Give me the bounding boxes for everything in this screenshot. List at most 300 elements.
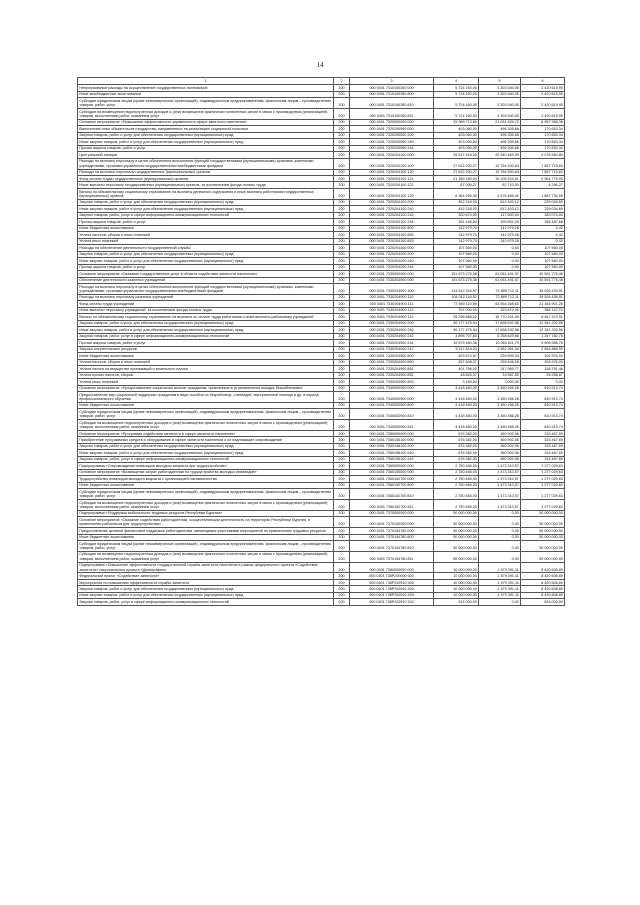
row-description: Субсидии юридическим лицам (кроме некоммерческих организаций), индивидуальным предпринимателям, физическим лицам – производителям товаров, работ, услуг [78,98,334,109]
row-approved-amount: 5 724 160,00 [434,85,479,91]
row-line-code: 200 [334,402,350,408]
row-unexecuted-amount: 8 420 608,89 [521,579,565,585]
row-unexecuted-amount: 315 467,69 [521,450,565,456]
row-line-code: 200 [334,340,350,346]
row-executed-amount: 239 699,34 [479,353,521,359]
row-unexecuted-amount: 12 341 202,56 [521,327,565,333]
header-cell-3: 3 [350,78,434,85]
row-description: Закупка товаров, работ и услуг для обеспечения государственных (муниципальных) нужд [78,251,334,257]
row-line-code: 200 [334,182,350,188]
row-description: Уплата прочих налогов, сборов [78,372,334,378]
row-unexecuted-amount: 107 560,00 [521,245,565,251]
row-unexecuted-amount: 0,42 [521,225,565,231]
row-unexecuted-amount: 1 277 029,63 [521,469,565,475]
row-description: Приобретение программных средств и оборудования в сфере занятости населения и их надлежащее сопровождение [78,437,334,443]
row-budget-code: 000 0401 7330204900 200 [350,320,434,326]
row-unexecuted-amount: 158 751,46 [521,366,565,372]
row-line-code: 200 [334,517,350,528]
row-budget-code: 000 0401 7310100280 000 [350,85,434,91]
row-executed-amount: 2 552 951,34 [479,346,521,352]
row-line-code: 200 [334,372,350,378]
row-line-code: 200 [334,534,350,540]
row-executed-amount: 1 473 310,57 [479,482,521,488]
row-description: Закупка товаров, работ, услуг в сфере информационно-коммуникационных технологий [78,333,334,339]
row-line-code: 200 [334,119,350,125]
row-executed-amount: 3 303 540,05 [479,85,521,91]
row-budget-code: 000 0401 7360152700 811 [350,500,434,511]
row-budget-code: 000 0401 7320200590 244 [350,145,434,151]
table-row [78,420,565,431]
row-description: Основное мероприятие «Оказание содействия работодателям, осуществляющим деятельность на территории Республики Бурятия, в привлечении работников для трудоустройства» [78,517,334,528]
table-row [78,392,565,403]
row-approved-amount: 142 979,70 [434,225,479,231]
row-budget-code: 000 0401 7370100000 000 [350,517,434,528]
table-header-row [78,78,565,85]
row-unexecuted-amount: 170 653,34 [521,132,565,138]
row-description: Взносы по обязательному социальному страхованию на выплаты по оплате труда работников и иные выплаты работникам учреждений [78,314,334,320]
row-description: Федеральный проект «Содействие занятости» [78,573,334,579]
row-executed-amount: 16 770 431,05 [479,314,521,320]
row-description: Иные закупки товаров, работ и услуг для обеспечения государственных (муниципальных) нужд [78,258,334,264]
row-approved-amount: 142 979,70 [434,232,479,238]
row-executed-amount: 63 554 268,63 [479,301,521,307]
row-description: Иные бюджетные ассигнования [78,402,334,408]
row-line-code: 200 [334,353,350,359]
row-executed-amount: 3 450 456,26 [479,402,521,408]
row-unexecuted-amount: 50 000 000,00 [521,551,565,562]
row-line-code: 200 [334,541,350,552]
row-executed-amount: 496 305,66 [479,145,521,151]
row-approved-amount: 452 218,03 [434,199,479,205]
row-budget-code: 000 0401 7330204900 242 [350,333,434,339]
row-approved-amount: 151 673 275,38 [434,271,479,277]
table-row [78,98,565,109]
row-executed-amount: 0,00 [479,528,521,534]
row-budget-code: 000 0401 7380000000 000 [350,562,434,573]
row-executed-amount: 0,00 [479,517,521,528]
row-budget-code: 000 0401 7370154780 811 [350,551,434,562]
row-executed-amount: 0,00 [479,599,521,605]
row-budget-code: 000 0401 7330204900 853 [350,379,434,385]
row-budget-code: 000 0401 7330204900 850 [350,359,434,365]
row-line-code: 200 [334,437,350,443]
row-approved-amount: 29 517 418,00 [434,152,479,158]
row-executed-amount: 247 969,77 [479,366,521,372]
row-line-code: 200 [334,443,350,449]
row-approved-amount: 403 060,00 [434,145,479,151]
row-line-code: 200 [334,225,350,231]
row-unexecuted-amount: 50 000 000,00 [521,534,565,540]
table-row [78,109,565,120]
header-cell-1: 1 [78,78,334,85]
row-executed-amount: 0,00 [479,541,521,552]
row-executed-amount: 72 889 712,11 [479,294,521,300]
row-approved-amount: 351 445,00 [434,219,479,225]
row-executed-amount: 142 979,28 [479,232,521,238]
row-approved-amount: 104 012 116,52 [434,294,479,300]
row-executed-amount: 61 051 491,57 [479,277,521,283]
row-unexecuted-amount: 40 591 776,46 [521,277,565,283]
row-description: Расходы на выплаты персоналу в целях обеспечения выполнения функций государственными (муниципальными) органами, казенными учреждениями, органами управления государственными внебюджетными фондами [78,158,334,169]
row-unexecuted-amount: 50 000 000,00 [521,528,565,534]
row-approved-amount: 514 000,00 [434,599,479,605]
row-line-code: 200 [334,85,350,91]
row-unexecuted-amount: 7 857 719,63 [521,158,565,169]
row-executed-amount: 33 567,50 [479,372,521,378]
row-budget-code: 000 0401 7310100280 800 [350,91,434,97]
row-unexecuted-amount: 810 913,74 [521,420,565,431]
row-description: Основное мероприятие «Программа содействия занятости в сфере занятости населения» [78,430,334,436]
row-description: Прочая закупка товаров, работ и услуг [78,264,334,270]
row-approved-amount: 5 724 160,00 [434,91,479,97]
row-line-code: 200 [334,456,350,462]
table-row [78,599,565,605]
budget-execution-table [77,77,565,606]
row-budget-code: 000 0401 7370154780 000 [350,528,434,534]
row-executed-amount: 17 698 532,98 [479,320,521,326]
row-approved-amount: 403 060,00 [434,126,479,132]
row-description: Закупка товаров, работ и услуг для обеспечения государственных (муниципальных) нужд [78,586,334,592]
row-approved-amount: 151 673 275,38 [434,277,479,283]
row-executed-amount: 0,00 [479,510,521,516]
row-description: Закупка товаров, работ и услуг для обеспечения государственных (муниципальных) нужд [78,132,334,138]
table-row [78,188,565,199]
table-row [78,551,565,562]
row-line-code: 200 [334,430,350,436]
row-description: Расходы на выплаты персоналу казенных учреждений [78,294,334,300]
row-executed-amount: 1 473 310,57 [479,500,521,511]
row-line-code: 200 [334,238,350,244]
row-line-code: 200 [334,232,350,238]
row-budget-code: 000 0401 7340052900 810 [350,409,434,420]
row-description: Иные бюджетные ассигнования [78,353,334,359]
row-budget-code: 000 0401 7310100280 810 [350,98,434,109]
row-unexecuted-amount: 107 560,00 [521,251,565,257]
row-approved-amount: 676 382,00 [434,430,479,436]
row-executed-amount: 142 979,28 [479,225,521,231]
row-description: Непрограммные расходы на осуществление государственных полномочий [78,85,334,91]
row-unexecuted-amount: 183 074,00 [521,212,565,218]
row-approved-amount: 107 560,00 [434,245,479,251]
row-line-code: 200 [334,169,350,175]
row-budget-code: 000 0401 7340052900 000 [350,392,434,403]
table-row [78,541,565,552]
row-approved-amount: 676 382,00 [434,450,479,456]
row-budget-code: 000 0401 7320000000 000 [350,119,434,125]
row-unexecuted-amount: 4 296,27 [521,182,565,188]
row-approved-amount: 50 000 000,00 [434,510,479,516]
row-approved-amount: 142 979,70 [434,238,479,244]
row-executed-amount: 3 303 540,05 [479,109,521,120]
row-description: Закупка товаров, работ, услуг в сфере информационно-коммуникационных технологий [78,212,334,218]
row-description: Субсидии юридическим лицам (кроме некоммерческих организаций), индивидуальным предпринимателям, физическим лицам – производителям товаров, работ, услуг [78,541,334,552]
row-approved-amount: 27 622 200,27 [434,158,479,169]
header-cell-4: 4 [434,78,479,85]
row-executed-amount: 496 305,66 [479,126,521,132]
row-budget-code: 000 0401 7350156100 200 [350,443,434,449]
row-description: Трудоустройство инвалидов молодого возраста с организацией наставничества [78,476,334,482]
table-row [78,517,565,528]
table-body [78,78,565,606]
row-unexecuted-amount: 50 000 000,00 [521,541,565,552]
row-unexecuted-amount: 40 591 776,46 [521,271,565,277]
row-approved-amount: 19 579 460,36 [434,340,479,346]
row-approved-amount: 50 000 000,00 [434,528,479,534]
row-description: Закупка товаров, работ, услуг в сфере информационно-коммуникационных технологий [78,456,334,462]
row-approved-amount: 5 724 160,00 [434,109,479,120]
row-executed-amount: 19 764 500,64 [479,169,521,175]
row-description: Прочая закупка товаров, работ и услуг [78,340,334,346]
row-budget-code: 000 0401 7320204200 000 [350,245,434,251]
row-unexecuted-amount: 384 127,70 [521,307,565,313]
row-unexecuted-amount: 25 258,87 [521,372,565,378]
row-unexecuted-amount: 1 277 029,63 [521,482,565,488]
row-executed-amount: 0,00 [479,258,521,264]
row-description: Иные бюджетные ассигнования [78,534,334,540]
row-unexecuted-amount: 315 467,69 [521,437,565,443]
row-budget-code: 000 0401 7320200590 200 [350,132,434,138]
row-approved-amount: 2 750 465,00 [434,469,479,475]
row-line-code: 200 [334,592,350,598]
row-line-code: 200 [334,158,350,169]
row-budget-code: 000 0401 7350000000 000 [350,430,434,436]
row-unexecuted-amount: 1 887 734,59 [521,188,565,199]
row-line-code: 200 [334,126,350,132]
row-line-code: 200 [334,301,350,307]
row-description: Предоставление целевой финансовой поддержки работодателям, являющимся участниками мероприятий по привлечению трудовых ресурсов [78,528,334,534]
row-line-code: 200 [334,359,350,365]
row-executed-amount: 1 579 391,11 [479,586,521,592]
row-budget-code: 000 0401 7320200590 000 [350,126,434,132]
row-approved-amount: 300 674,00 [434,212,479,218]
row-description: Иные закупки товаров, работ и услуг для обеспечения государственных (муниципальных) нужд [78,592,334,598]
row-description: Иные закупки товаров, работ и услуг для обеспечения государственных (муниципальных) нужд [78,327,334,333]
row-approved-amount: 4 418 460,00 [434,409,479,420]
row-executed-amount: 3 450 456,26 [479,409,521,420]
row-unexecuted-amount: 810 913,74 [521,392,565,403]
row-line-code: 200 [334,91,350,97]
row-approved-amount: 707 000,00 [434,307,479,313]
row-unexecuted-amount: 155 487,68 [521,219,565,225]
row-budget-code: 000 0401 7370154780 800 [350,534,434,540]
row-unexecuted-amount: 8 420 608,89 [521,573,565,579]
row-description: Фонд оплаты труда учреждений [78,301,334,307]
row-approved-amount: 403 060,00 [434,139,479,145]
row-approved-amount: 6 364 265,40 [434,188,479,199]
row-unexecuted-amount: 1 277 029,63 [521,476,565,482]
row-executed-amount: 1 579 391,11 [479,592,521,598]
row-unexecuted-amount: 2 420 619,95 [521,109,565,120]
row-description: Иные бюджетные ассигнования [78,482,334,488]
row-line-code: 200 [334,346,350,352]
row-unexecuted-amount: 810 913,74 [521,402,565,408]
row-line-code: 200 [334,109,350,120]
row-executed-amount: 1 579 391,11 [479,573,521,579]
row-line-code: 200 [334,145,350,151]
row-description: Выполнение иных обязательств государства, направленных на реализацию социальной политики [78,126,334,132]
row-line-code: 200 [334,489,350,500]
row-budget-code: 000 0401 7340052900 811 [350,420,434,431]
row-line-code: 200 [334,385,350,391]
row-budget-code: 000 0401 7330204900 112 [350,307,434,313]
row-unexecuted-amount: 2 420 619,95 [521,98,565,109]
row-executed-amount: 1 473 310,57 [479,469,521,475]
row-line-code: 200 [334,139,350,145]
row-unexecuted-amount: 239 034,60 [521,206,565,212]
row-unexecuted-amount: 8 957 958,38 [521,119,565,125]
row-line-code: 200 [334,199,350,205]
row-line-code: 200 [334,409,350,420]
row-executed-amount: 15 205 324,91 [479,176,521,182]
row-budget-code: 000 0401 7320204200 240 [350,258,434,264]
row-executed-amount: 360 902,06 [479,456,521,462]
row-budget-code: 000 0401 7360100000 000 [350,469,434,475]
row-executed-amount: 360 902,06 [479,450,521,456]
row-budget-code: 000 0401 738P252910 000 [350,579,434,585]
row-executed-amount: 496 305,66 [479,132,521,138]
row-executed-amount: 3 450 456,26 [479,385,521,391]
row-unexecuted-amount: 170 653,34 [521,139,565,145]
row-approved-amount: 5 117 818,33 [434,346,479,352]
row-executed-amount: 17 698 532,98 [479,327,521,333]
row-description: Мероприятия по повышению эффективности службы занятости [78,579,334,585]
row-line-code: 200 [334,420,350,431]
row-budget-code: 000 0401 7330204900 240 [350,327,434,333]
row-description: Уплата иных платежей [78,379,334,385]
row-unexecuted-amount: 107 560,00 [521,258,565,264]
row-approved-amount: 4 418 460,00 [434,392,479,403]
row-description: Основное мероприятие «Возмещение затрат работодателям на трудоустройство молодых инвалидов» [78,469,334,475]
row-approved-amount: 50 000 000,00 [434,534,479,540]
row-budget-code: 000 0401 7320204100 120 [350,169,434,175]
row-executed-amount: 259 408,18 [479,359,521,365]
row-unexecuted-amount: 107 560,00 [521,264,565,270]
row-unexecuted-amount: 1 277 029,63 [521,463,565,469]
row-line-code: 200 [334,206,350,212]
row-executed-amount: 82 710,00 [479,182,521,188]
row-executed-amount: 360 902,06 [479,430,521,436]
row-description: Уплата налогов, сборов и иных платежей [78,359,334,365]
row-approved-amount: 4 418 460,00 [434,402,479,408]
row-budget-code: 000 0401 7330204900 000 [350,277,434,283]
table-row [78,409,565,420]
row-line-code: 200 [334,245,350,251]
row-executed-amount: 1 473 310,57 [479,489,521,500]
row-line-code: 200 [334,482,350,488]
row-unexecuted-amount: 0,00 [521,379,565,385]
row-line-code: 200 [334,277,350,283]
row-executed-amount: 3 303 540,05 [479,98,521,109]
row-unexecuted-amount: 1 247 782,76 [521,333,565,339]
row-approved-amount: 2 750 465,00 [434,482,479,488]
row-executed-amount: 1 473 310,57 [479,476,521,482]
row-approved-amount: 29 989 713,80 [434,119,479,125]
row-executed-amount: 0,00 [479,551,521,562]
row-approved-amount: 403 060,00 [434,132,479,138]
row-approved-amount: 10 000 000,00 [434,592,479,598]
row-budget-code: 000 0401 7370154780 810 [350,541,434,552]
row-budget-code: 000 0401 738P200000 000 [350,573,434,579]
row-budget-code: 000 0401 7320204100 800 [350,225,434,231]
row-unexecuted-amount: 0,42 [521,232,565,238]
row-budget-code: 000 0401 7350156100 240 [350,450,434,456]
row-approved-amount: 403 674,67 [434,353,479,359]
row-line-code: 200 [334,333,350,339]
row-description: Обеспечение деятельности казенных учреждений [78,277,334,283]
row-budget-code: 000 0401 7320204100 850 [350,232,434,238]
row-description: Подпрограмма «Повышение эффективности государственной службы занятости населения в рамках федерального проекта «Содействие занятости» национального проекта «Демография» [78,562,334,573]
row-approved-amount: 401 756,00 [434,366,479,372]
header-cell-6: 6 [521,78,565,85]
row-unexecuted-amount: 9 076 954,84 [521,152,565,158]
row-approved-amount: 50 000 000,00 [434,551,479,562]
row-line-code: 200 [334,284,350,295]
row-description: Прочая закупка товаров, работ и услуг [78,145,334,151]
row-budget-code: 000 0401 7330204900 100 [350,284,434,295]
row-budget-code: 000 0401 7360152700 000 [350,476,434,482]
row-unexecuted-amount: 170 653,34 [521,126,565,132]
row-line-code: 200 [334,586,350,592]
row-budget-code: 000 0401 7330204900 852 [350,372,434,378]
row-line-code: 200 [334,320,350,326]
row-description: Уплата налогов, сборов и иных платежей [78,232,334,238]
row-budget-code: 000 0401 7360152700 800 [350,482,434,488]
row-budget-code: 000 0401 7330204900 110 [350,294,434,300]
row-line-code: 200 [334,264,350,270]
row-unexecuted-amount: 315 467,69 [521,456,565,462]
row-budget-code: 000 0401 7330204900 119 [350,314,434,320]
row-executed-amount: 3 450 456,26 [479,392,521,403]
row-line-code: 200 [334,98,350,109]
row-executed-amount: 0,00 [479,264,521,270]
row-line-code: 200 [334,219,350,225]
row-unexecuted-amount: 12 341 202,56 [521,320,565,326]
row-executed-amount: 1 579 391,11 [479,579,521,585]
row-budget-code: 000 0401 738P252910 200 [350,586,434,592]
row-line-code: 200 [334,450,350,456]
row-executed-amount: 360 902,06 [479,437,521,443]
row-executed-amount: 72 889 712,11 [479,284,521,295]
row-approved-amount: 10 000 000,00 [434,579,479,585]
row-approved-amount: 50 000 000,00 [434,541,479,552]
row-line-code: 200 [334,510,350,516]
row-description: Субсидии на возмещение недополученных доходов и (или) возмещение фактически понесенных затрат в связи с производством (реализацией) товаров, выполнением работ, оказанием услуг [78,420,334,431]
row-executed-amount: 323 872,26 [479,307,521,313]
row-unexecuted-amount: 7 857 719,63 [521,169,565,175]
row-executed-amount: 10 064 511,70 [479,340,521,346]
row-budget-code: 000 0401 7320204100 200 [350,199,434,205]
row-description: Уплата налога на имущество организаций и земельного налога [78,366,334,372]
row-approved-amount: 27 622 200,27 [434,169,479,175]
row-line-code: 200 [334,463,350,469]
row-description: Подпрограмма «Сопровождение инвалидов молодого возраста при трудоустройстве» [78,463,334,469]
row-line-code: 200 [334,327,350,333]
row-description: Иные закупки товаров, работ и услуг для обеспечения государственных (муниципальных) нужд [78,450,334,456]
row-line-code: 200 [334,469,350,475]
row-approved-amount: 25 296 888,32 [434,314,479,320]
row-approved-amount: 452 218,03 [434,206,479,212]
row-description: Иные закупки товаров, работ и услуг для обеспечения государственных (муниципальных) нужд [78,206,334,212]
row-executed-amount: 496 305,66 [479,139,521,145]
row-description: Субсидии юридическим лицам (кроме некоммерческих организаций), индивидуальным предпринимателям, физическим лицам – производителям товаров, работ, услуг [78,409,334,420]
row-line-code: 200 [334,573,350,579]
row-description: Закупка товаров, работ и услуг для обеспечения государственных (муниципальных) нужд [78,320,334,326]
row-description: Основное мероприятие «Предоставление социальных выплат гражданам, признанным в установленном порядке безработными» [78,385,334,391]
row-approved-amount: 676 382,00 [434,437,479,443]
row-approved-amount: 3 169,00 [434,379,479,385]
row-executed-amount: 0,00 [479,534,521,540]
row-budget-code: 000 0401 7360000000 000 [350,463,434,469]
